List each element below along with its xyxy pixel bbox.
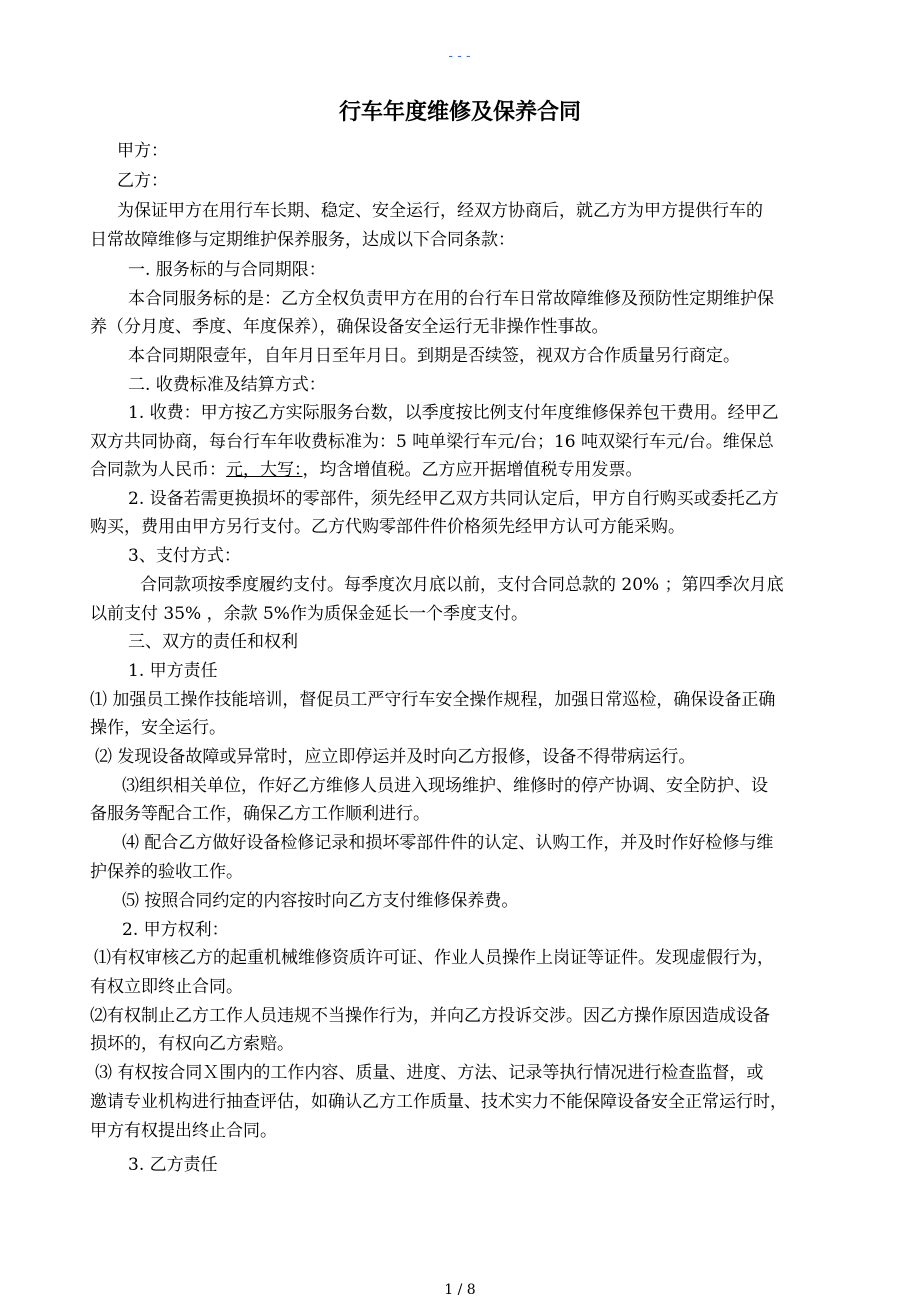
party-a-duty-heading: 1. 甲方责任 [128, 661, 218, 681]
intro-line-2: 日常故障维修与定期维护保养服务，达成以下合同条款： [90, 230, 515, 250]
section2-item2-line2: 购买，费用由甲方另行支付。乙方代购零部件件价格须先经甲方认可方能采购。 [90, 517, 685, 537]
party-a-right-3-line3: 甲方有权提出终止合同。 [90, 1121, 277, 1141]
party-a-duty-4-line1: ⑷ 配合乙方做好设备检修记录和损坏零部件件的认定、认购工作，并及时作好检修与维 [122, 833, 774, 853]
party-a-duty-3-line1: ⑶组织相关单位，作好乙方维修人员进入现场维护、维修时的停产协调、安全防护、设 [122, 776, 768, 796]
section2-item3-line1: 合同款项按季度履约支付。每季度次月底以前，支付合同总款的 20% ；第四季次月底 [140, 575, 784, 595]
party-a-right-3-line1: ⑶ 有权按合同Ｘ围内的工作内容、质量、进度、方法、记录等执行情况进行检查监督，或 [95, 1063, 764, 1083]
contract-amount-blank: 元，大写： [226, 460, 303, 480]
party-a-duty-1-line2: 操作，安全运行。 [90, 718, 226, 738]
section3-heading: 三、双方的责任和权利 [128, 632, 298, 652]
party-b-label: 乙方： [117, 171, 168, 191]
header-mark: --- [446, 49, 474, 64]
party-a-duty-2: ⑵ 发现设备故障或异常时，应立即停运并及时向乙方报修，设备不得带病运行。 [95, 747, 696, 767]
document-title: 行车年度维修及保养合同 [338, 100, 581, 125]
party-a-duty-3-line2: 备服务等配合工作，确保乙方工作顺利进行。 [90, 804, 430, 824]
page-number: 1 / 8 [444, 1282, 476, 1298]
party-a-label: 甲方： [117, 141, 168, 161]
party-a-duty-1-line1: ⑴ 加强员工操作技能培训，督促员工严守行车安全操作规程，加强日常巡检，确保设备正确 [90, 690, 776, 710]
section2-item2-line1: 2. 设备若需更换损坏的零部件，须先经甲乙双方共同认定后，甲方自行购买或委托乙方 [128, 489, 779, 509]
party-a-rights-heading: 2. 甲方权利： [122, 920, 229, 940]
party-a-right-3-line2: 邀请专业机构进行抽查评估，如确认乙方工作质量、技术实力不能保障设备安全正常运行时， [90, 1092, 787, 1112]
section2-item1-line3 [90, 459, 643, 481]
party-a-right-2-line1: ⑵有权制止乙方工作人员违规不当操作行为，并向乙方投诉交涉。因乙方操作原因造成设备 [90, 1006, 770, 1026]
section2-item1-line2: 双方共同协商，每台行车年收费标准为：5 吨单梁行车元/台；16 吨双梁行车元/台。维保总 [90, 432, 774, 452]
section1-heading: 一. 服务标的与合同期限： [128, 260, 326, 280]
party-a-duty-5: ⑸ 按照合同约定的内容按时向乙方支付维修保养费。 [122, 891, 519, 911]
party-a-right-1-line2: 有权立即终止合同。 [90, 977, 243, 997]
section1-p1-line1: 本合同服务标的是：乙方全权负责甲方在用的台行车日常故障维修及预防性定期维护保 [128, 289, 774, 309]
section1-p2: 本合同期限壹年，自年月日至年月日。到期是否续签，视双方合作质量另行商定。 [128, 346, 740, 366]
section1-p1-line2: 养（分月度、季度、年度保养），确保设备安全运行无非操作性事故。 [90, 317, 609, 337]
section2-heading: 二. 收费标准及结算方式： [128, 375, 326, 395]
party-a-duty-4-line2: 护保养的验收工作。 [90, 862, 243, 882]
intro-line-1: 为保证甲方在用行车长期、稳定、安全运行，经双方协商后，就乙方为甲方提供行车的 [117, 201, 763, 221]
party-b-duty-heading: 3. 乙方责任 [128, 1155, 218, 1175]
party-a-right-1-line1: ⑴有权审核乙方的起重机械维修资质许可证、作业人员操作上岗证等证件。发现虚假行为， [94, 948, 774, 968]
party-a-right-2-line2: 损坏的，有权向乙方索赔。 [90, 1034, 294, 1054]
contract-amount-prefix: 合同款为人民币： [90, 460, 226, 480]
contract-amount-suffix: ，均含增值税。乙方应开据增值税专用发票。 [302, 460, 643, 480]
section2-item3-line2: 以前支付 35% ，余款 5%作为质保金延长一个季度支付。 [90, 604, 528, 624]
section2-item1-line1: 1. 收费：甲方按乙方实际服务台数，以季度按比例支付年度维修保养包干费用。经甲乙 [128, 403, 779, 423]
section2-item3-heading: 3、支付方式： [128, 546, 241, 566]
